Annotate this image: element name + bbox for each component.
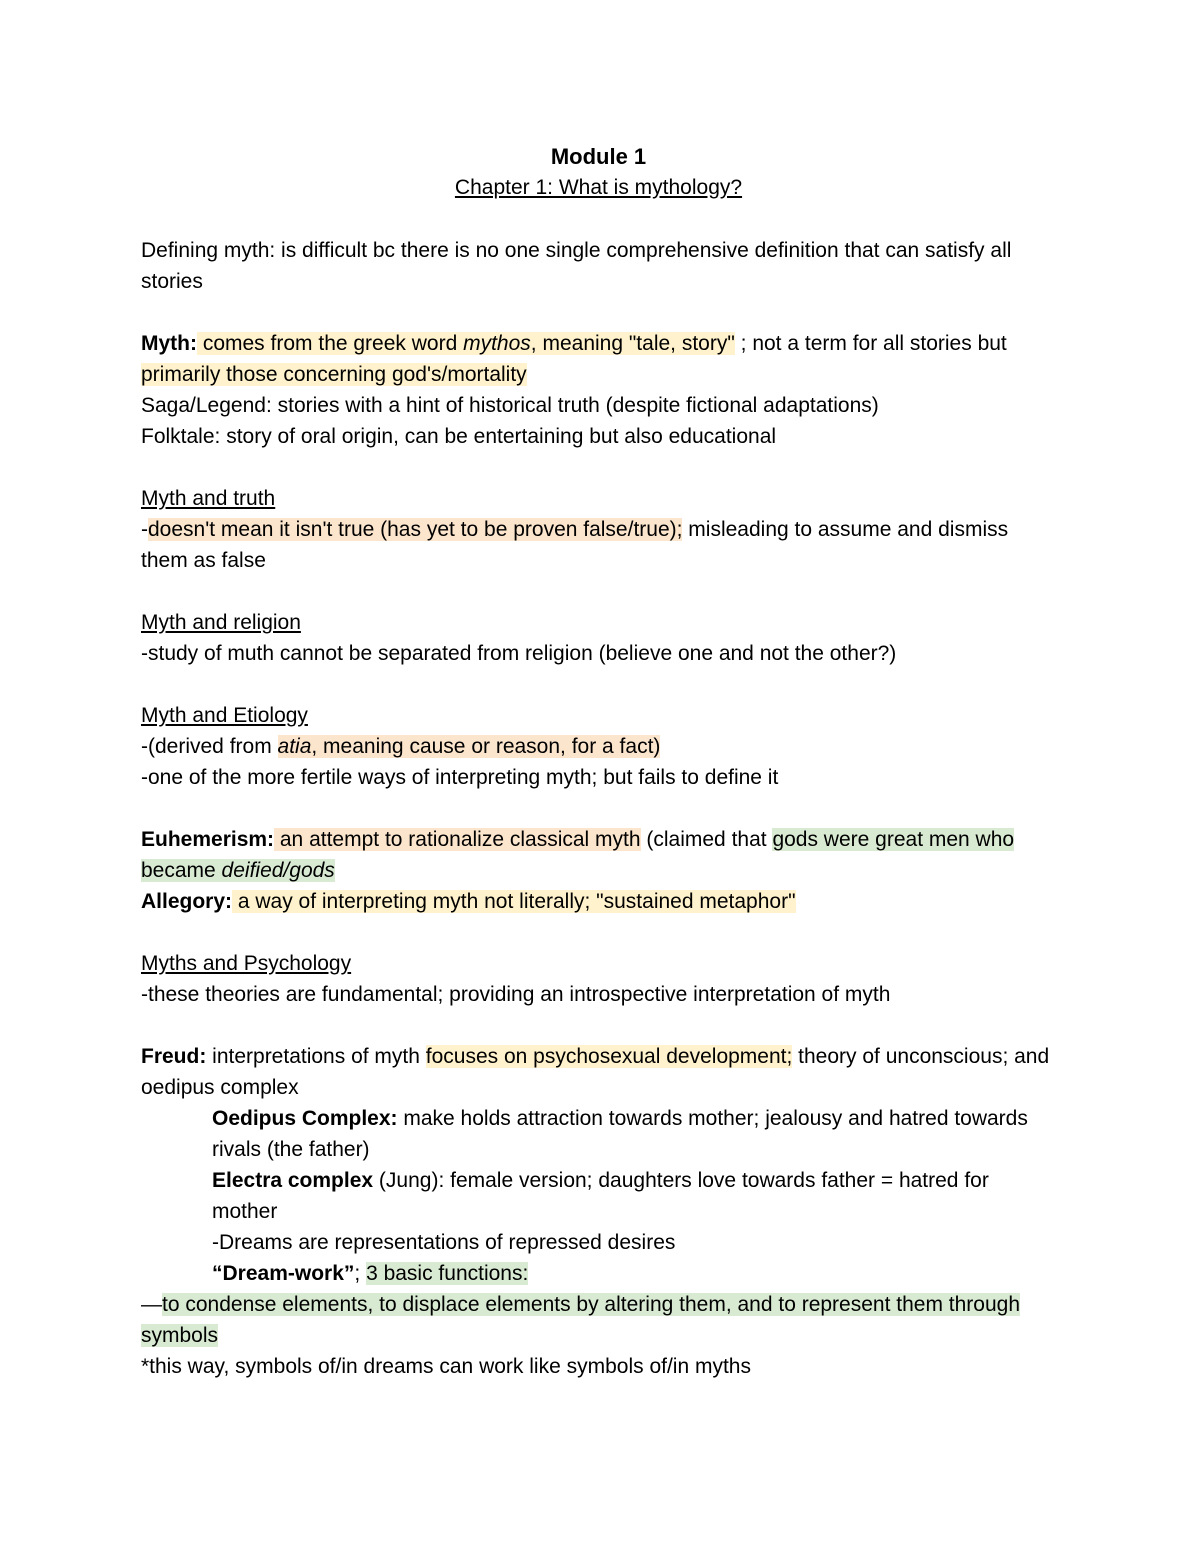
myth-term: Myth: <box>141 332 197 355</box>
electra-complex-item: Electra complex (Jung): female version; daughters love towards father = hatred for mother <box>212 1169 989 1223</box>
document-content <box>141 142 1056 1382</box>
euhemerism-term: Euhemerism: <box>141 828 275 851</box>
chapter-heading: Chapter 1: What is mythology? <box>454 176 743 199</box>
myth-religion-paragraph: -study of muth cannot be separated from religion (believe one and not the other?) <box>141 642 897 665</box>
freud-paragraph: Freud: interpretations of myth focuses on psychosexual development; theory of unconscious; and oedipus complex <box>141 1045 1050 1099</box>
freud-term: Freud: <box>141 1045 207 1068</box>
etiology-line-1: -(derived from atia, meaning cause or reason, for a fact) <box>141 735 661 758</box>
functions-highlight: to condense elements, to displace elements by altering them, and to represent them through symbols <box>141 1293 1021 1347</box>
functions-line: —to condense elements, to displace elements by altering them, and to represent them through symbols <box>141 1293 1021 1347</box>
defining-myth-paragraph: Defining myth: is difficult bc there is no one single comprehensive definition that can satisfy all stories <box>141 239 1012 293</box>
dream-work-item: “Dream-work”; 3 basic functions: <box>212 1262 529 1285</box>
myth-highlight-1: comes from the greek word mythos, meaning "tale, story" <box>197 332 735 355</box>
electra-term: Electra complex <box>212 1169 374 1192</box>
allegory-term: Allegory: <box>141 890 233 913</box>
euhemerism-highlight-2: gods were great men who became deified/gods <box>141 828 1015 882</box>
myths-psychology-heading: Myths and Psychology <box>141 952 352 975</box>
myth-middle-text: ; not a term for all stories but <box>734 332 1007 355</box>
oedipus-complex-item: Oedipus Complex: make holds attraction towards mother; jealousy and hatred towards rivals (the father) <box>212 1107 1028 1161</box>
myth-etiology-heading: Myth and Etiology <box>141 704 308 727</box>
euhemerism-definition: Euhemerism: an attempt to rationalize classical myth (claimed that gods were great men who became deified/gods <box>141 828 1015 882</box>
etiology-line-2: -one of the more fertile ways of interpreting myth; but fails to define it <box>141 766 779 789</box>
myth-definition <box>141 328 1056 390</box>
truth-highlight: doesn't mean it isn't true (has yet to be proven false/true); <box>148 518 683 541</box>
etiology-highlight: atia, meaning cause or reason, for a fact) <box>277 735 661 758</box>
oedipus-term: Oedipus Complex: <box>212 1107 398 1130</box>
myth-religion-heading: Myth and religion <box>141 611 301 634</box>
myth-truth-paragraph: -doesn't mean it isn't true (has yet to be proven false/true); misleading to assume and dismiss them as false <box>141 518 1009 572</box>
myth-highlight-2: primarily those concerning god's/mortality <box>141 363 527 386</box>
allegory-definition <box>141 886 1056 917</box>
saga-definition: Saga/Legend: stories with a hint of historical truth (despite fictional adaptations) <box>141 394 879 417</box>
myths-psychology-paragraph: -these theories are fundamental; providing an introspective interpretation of myth <box>141 983 891 1006</box>
closing-note: *this way, symbols of/in dreams can work like symbols of/in myths <box>141 1355 751 1378</box>
folktale-definition: Folktale: story of oral origin, can be entertaining but also educational <box>141 425 777 448</box>
page-title: Module 1 <box>550 144 647 169</box>
euhemerism-highlight-1: an attempt to rationalize classical myth <box>274 828 641 851</box>
dream-work-term: “Dream-work” <box>212 1262 355 1285</box>
myth-truth-heading: Myth and truth <box>141 487 276 510</box>
freud-highlight: focuses on psychosexual development; <box>425 1045 793 1068</box>
dreams-item: -Dreams are representations of repressed desires <box>212 1231 676 1254</box>
allegory-highlight: a way of interpreting myth not literally; "sustained metaphor" <box>232 890 796 913</box>
dream-work-highlight: 3 basic functions: <box>366 1262 529 1285</box>
